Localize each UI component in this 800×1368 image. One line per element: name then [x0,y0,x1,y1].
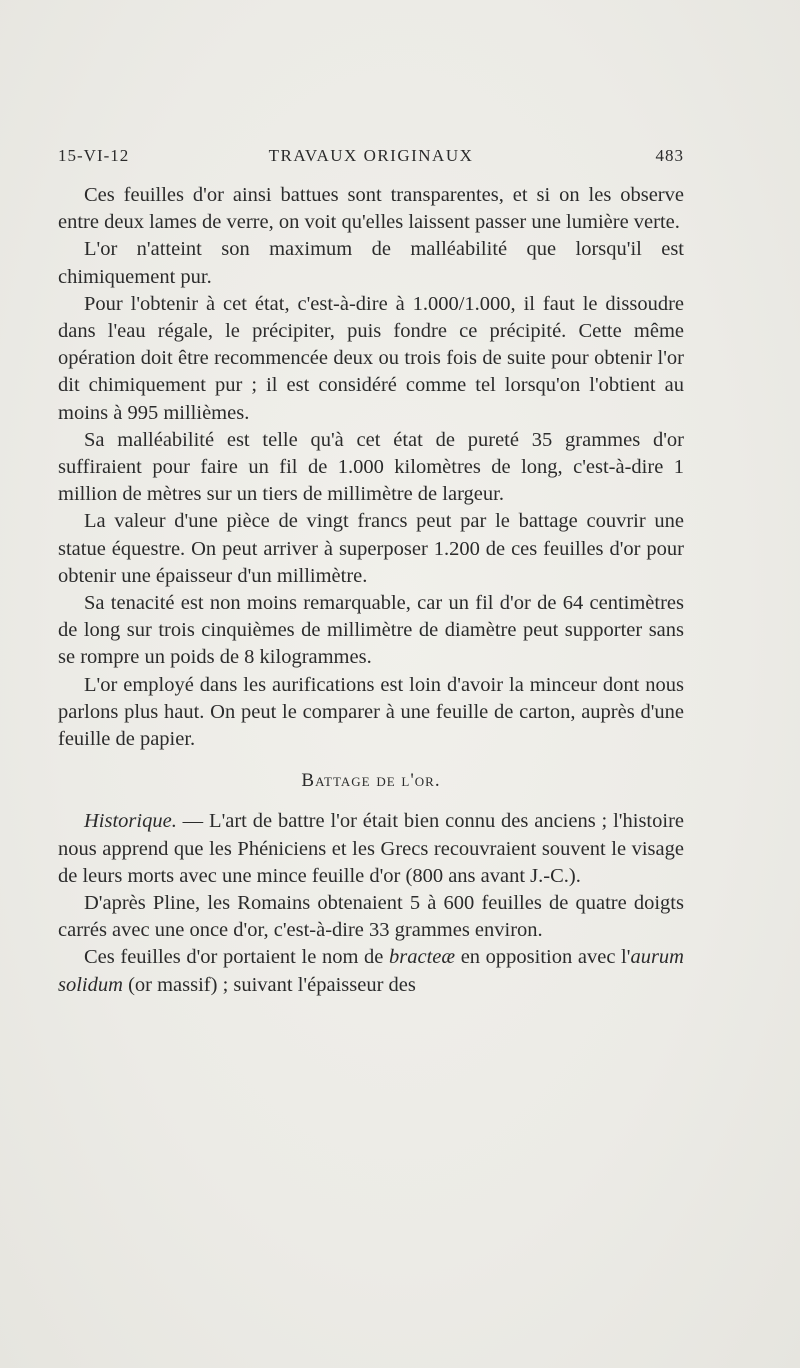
paragraph-aurifications: L'or employé dans les aurifications est loin d'avoir la minceur dont nous parlons plus haut. On peut le comparer à une feuille de carton, auprès d'une feuille de papier. [58,673,684,751]
historique-label: Historique. [84,810,177,833]
bracteae-part2: en opposition avec l' [455,946,631,969]
body-text [58,182,684,999]
paragraph-tenacite: Sa tenacité est non moins remarquable, car un fil d'or de 64 centimètres de long sur trois cinquièmes de millimètre de diamètre peut supporter sans se rompre un poids de 8 kilogrammes. [58,592,684,669]
paragraph-malleabilite: L'or n'atteint son maximum de malléabilité que lorsqu'il est chimiquement pur. [58,238,684,288]
historique-text: — L'art de battre l'or était bien connu des anciens ; l'histoire nous apprend que les Phéniciens et les Grecs recouvraient souvent le visage de leurs morts avec une mince feuille d'or (800 ans avant J.-C.). [58,810,684,887]
paragraph-pline: D'après Pline, les Romains obtenaient 5 à 600 feuilles de quatre doigts carrés avec une once d'or, c'est-à-dire 33 grammes environ. [58,892,684,942]
running-header [58,146,684,174]
paragraph-piece: La valeur d'une pièce de vingt francs peut par le battage couvrir une statue équestre. On peut arriver à superposer 1.200 de ces feuilles d'or pour obtenir une épaisseur d'un millimètre. [58,510,684,587]
paragraph-transparence: Ces feuilles d'or ainsi battues sont transparentes, et si on les observe entre deux lames de verre, on voit qu'elles laissent passer une lumière verte. [58,184,684,234]
bracteae-part1: Ces feuilles d'or portaient le nom de [84,946,390,969]
paragraph-purete: Sa malléabilité est telle qu'à cet état de pureté 35 grammes d'or suffiraient pour faire un fil de 1.000 kilomètres de long, c'est-à-dire 1 million de mètres sur un tiers de millimètre de largeur. [58,428,684,506]
section-title: Battage de l'or. [301,770,441,792]
paragraph-obtention: Pour l'obtenir à cet état, c'est-à-dire à 1.000/1.000, il faut le dissoudre dans l'eau régale, le précipiter, puis fondre ce précipité. Cette même opération doit être recommencée deux ou trois fois de suite pour obtenir l'or dit chimiquement pur ; il est considéré comme tel lorsqu'on l'obtient au moins à 995 millièmes. [58,292,684,424]
bracteae-term: bracteæ [389,946,456,969]
page-number: 483 [655,146,684,165]
paragraph-historique [58,808,684,890]
bracteae-part3: (or massif) ; suivant l'épaisseur des [122,973,416,996]
header-title: TRAVAUX ORIGINAUX [268,146,474,165]
header-date: 15-VI-12 [58,146,130,165]
paragraph-bracteae [58,944,684,998]
aurum-term: aurum solidum [58,946,684,996]
